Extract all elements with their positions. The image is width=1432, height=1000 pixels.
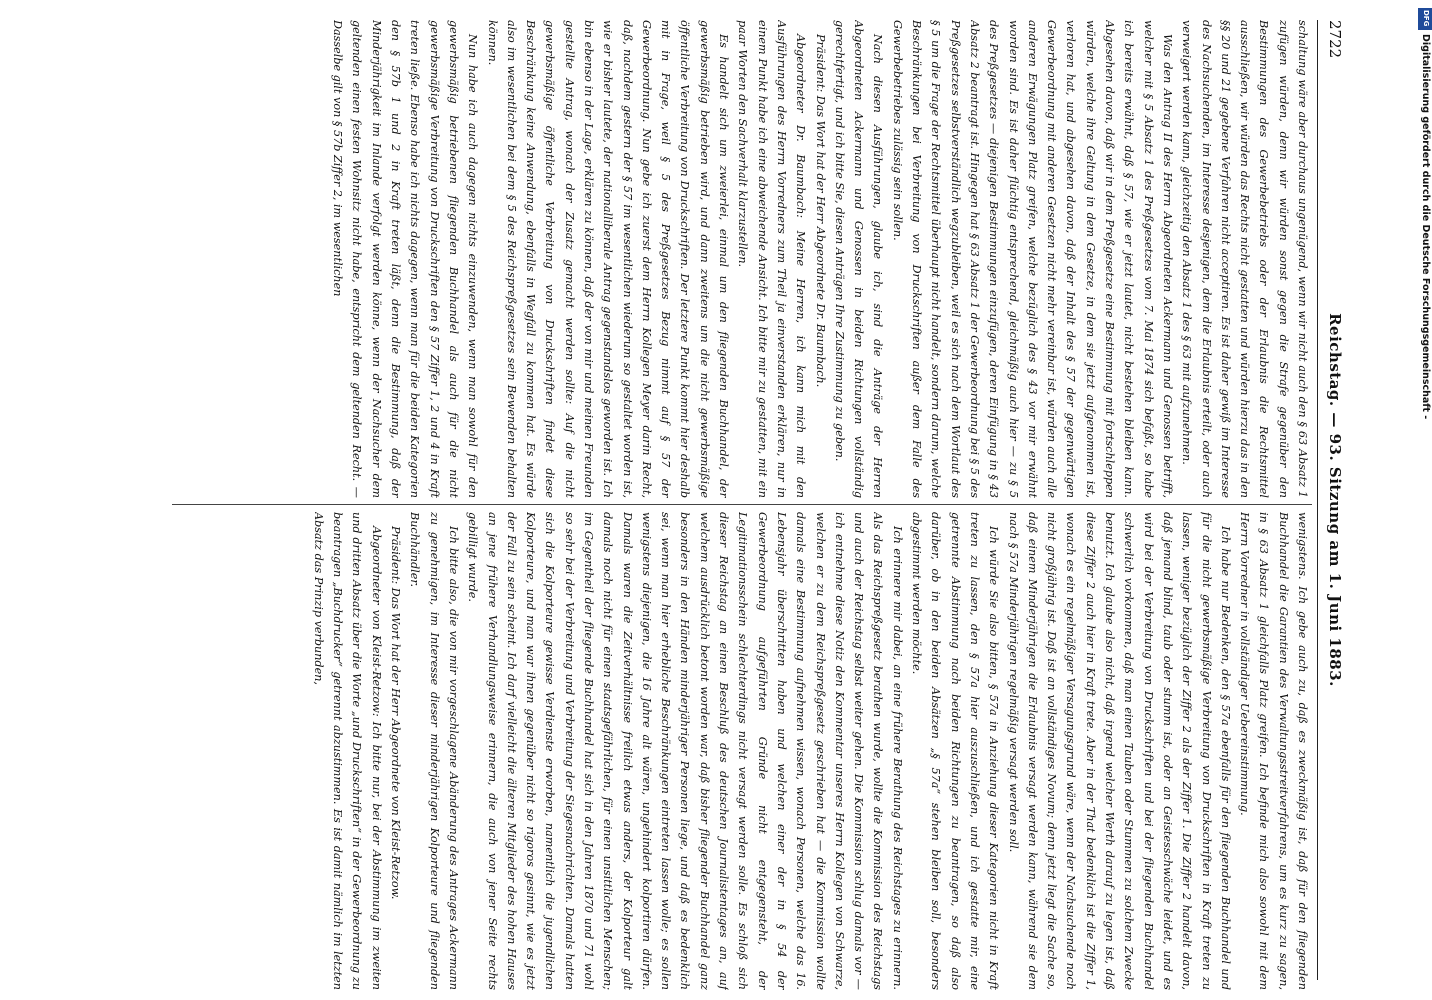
page-number: 2722 <box>1326 20 1344 59</box>
paragraph: Ich würde Sie also bitten, § 57a in Anziehung dieser Kategorien nicht in Kraft treten zu lassen, den § 57a hier auszuschließen, und ich gestatte mir, eine getrennte Abstimmung nach beiden Richtungen zu beantragen, so daß also darüber, ob in den beiden Absätzen „§ 57a“ stehen bleiben soll, besonders abgestimmt werden möchte. <box>910 512 1001 990</box>
paragraph: Was den Antrag II des Herrn Abgeordneten Ackermann und Genossen betrifft, welcher mit § 5 Absatz 1 des Preßgesetzes vom 7. Mai 1874 sich befaßt, so habe ich bereits erwähnt, daß § 57, wie er jetzt lautet, nicht bestehen bleiben kann. Abgesehen davon, daß wir in dem Preßgesetze eine Bestimmung mit fortschleppen würden, welche ihre Geltung in dem Gesetze, in dem sie jetzt aufgenommen ist, verloren hat, und abgesehen davon, daß der Inhalt des § 57 der gegenwärtigen Gewerbeordnung mit anderen Gesetzen nicht mehr vereinbar ist, würden auch alle anderen Erwägungen Platz greifen, welche bezüglich des § 43 vor mir erwähnt worden sind. Es ist daher flüchtig entsprechend, gleichmäßig auch hier — zu § 5 des Preßgesetzes — diejenigen Bestimmungen einzufügen, deren Einfügung in § 43 Absatz 2 beantragt ist. Hingegen hat § 63 Absatz 1 der Gewerbeordnung bei § 5 des Preßgesetzes selbstverständlich wegzubleiben, weil es sich nach dem Wortlaut des § 5 um die Frage der Rechtsmittel überhaupt nicht handelt, sondern darum, welche Beschränkungen bei Verbreitung von Druckschriften außer dem Falle des Gewerbebetriebes zulässig sein sollen. <box>890 20 1174 498</box>
paragraph: Ich bitte also, die von mir vorgeschlagene Abänderung des Antrages Ackermann zu genehmigen, im Interesse dieser minderjährigen Kolporteure und fliegenden Buchhändler. <box>408 512 460 990</box>
right-column <box>172 512 1312 990</box>
paragraph: wenigstens. Ich gebe auch zu, daß es zweckmäßig ist, daß für den fliegenden Buchhandel die Garantien des Verwaltungsstreitverfahrens, um es kurz zu sagen, in § 63 Absatz 1 gleichfalls Platz greifen. Ich befinde mich also sowohl mit dem Herrn Vorredner in vollständiger Uebereinstimmung. <box>1238 512 1309 990</box>
digitization-credit: Digitalisierung gefördert durch die Deutsche Forschungsgemeinschaft - <box>1420 34 1431 420</box>
paragraph: Nun habe ich auch dagegen nichts einzuwenden, wenn man sowohl für den gewerbsmäßig betriebenen fliegenden Buchhandel als auch für die nicht gewerbsmäßige Verbreitung von Druckschriften den § 57 Ziffer 1, 2 und 4 in Kraft treten ließe. Ebenso habe ich nichts dagegen, wenn man für die beiden Kategorien den § 57b 1 und 2 in Kraft treten läßt, denn die Bestimmung, daß der Minderjährigkeit im Inlande verfolgt werden könne, wenn der Nachsucher dem geltenden einen festen Wohnsitz nicht habe, entspricht dem geltenden Recht. — Dasselbe gilt von § 57b Ziffer 2, im wesentlichen <box>331 20 480 498</box>
paragraph: Präsident: Das Wort hat der Herr Abgeordnete Dr. Baumbach. <box>813 34 827 388</box>
dfg-logo-icon: DFG <box>1418 8 1432 30</box>
paragraph: schaltung wäre aber durchaus ungenügend, wenn wir nicht auch den § 63 Absatz 1 zufügen würden, denn wir würden sonst gegen die Strafe gegenüber den Bestimmungen des Gewerbebetriebs oder der Erlaubnis die Rechtsmittel ausschließen, wir würden das Rechts nicht gestatten und würden hierzu das in den §§ 20 und 21 gegebene Verfahren nicht acceptiren. Es ist daher gewiß im Interesse des Nachsuchenden, im Interesse desjenigen, dem die Erlaubnis erteilt, oder auch verweigert werden kann, gleichzeitig den Absatz 1 des § 63 mit aufzunehmen. <box>1180 20 1309 498</box>
paragraph: Abgeordneter Dr. Baumbach: Meine Herren, ich kann mich mit den Ausführungen des Herrn Vorredners zum Theil ja einverstanden erklären, nur in einem Punkt habe ich eine abweichende Ansicht. Ich bitte mir zu gestatten, mit ein paar Worten den Sachverhalt klarzustellen. <box>736 20 808 498</box>
paragraph: Es handelt sich um zweierlei, einmal um den fliegenden Buchhandel, der gewerbsmäßig betrieben wird, und dann zweitens um die nicht gewerbsmäßige öffentliche Verbreitung von Druckschriften. Der letztere Punkt kommt hier deshalb mit in Frage, weil § 5 des Preßgesetzes Bezug nimmt auf § 57 der Gewerbeordnung. Nun gebe ich zuerst dem Herrn Kollegen Meyer darin Recht, daß, nachdem gestern der § 57 im wesentlichen wiederum so gestaltet worden ist, wie er bisher lautete, der nationalliberale Antrag gegenstandslos geworden ist. Ich bin ebenso in der Lage, erklären zu können, daß der von mir und meinen Freunden gestellte Antrag, wonach der Zusatz gemacht werden sollte: Auf die nicht gewerbsmäßige öffentliche Verbreitung von Druckschriften findet diese Beschränkung keine Anwendung, ebenfalls in Wegfall zu kommen hat. Es würde also im wesentlichen bei dem § 5 des Reichspreßgesetzes sein Bewenden behalten können. <box>485 20 731 498</box>
running-head: Reichstag. — 93. Sitzung am 1. Juni 1883. <box>1326 313 1344 687</box>
digitization-credit-strip <box>1418 0 1432 1000</box>
paragraph: Abgeordneter von Kleist-Retzow: Ich bitte nur, bei der Abstimmung im zweiten und dritten Absatz über die Worte „und Druckschriften“ in der Gewerbeordnung zu beantragen „Buchdrucker“ getrennt abzustimmen. Es ist damit nämlich im letzten Absatz das Prinzip verbunden, <box>311 512 383 990</box>
left-column <box>172 20 1312 498</box>
paragraph: Präsident: Das Wort hat der Herr Abgeordnete von Kleist-Retzow. <box>389 526 403 900</box>
paragraph: Ich erinnere mir dabei, an eine frühere Berathung des Reichstages zu erinnern. Als das Reichspreßgesetz berathen wurde, wollte die Kommission des Reichstags und auch der Reichstag selbst weiter gehen. Die Kommission schlug damals vor — ich entnehme diese Notiz den Kommentar unseres Herrn Kollegen von Schwarze, welchen er zu dem Reichspreßgesetz geschrieben hat — die Kommission wollte damals eine Bestimmung aufnehmen wissen, wonach Personen, welche das 16. Lebensjahr überschritten haben und welchen einer der in § 54 der Gewerbeordnung aufgeführten Gründe nicht entgegensteht, der Legitimationsschein schlechterdings nicht versagt werden solle. Es schloß sich dieser Reichstag an einen Beschluß des deutschen Journalistentages an, auf welchem ausdrücklich betont worden war, daß bisher fliegender Buchhandel ganz besonders in den Händen minderjähriger Personen liege, und daß es bedenklich sei, wenn man hier erhebliche Beschränkungen eintreten lassen wolle; es sollen wenigstens diejenigen, die 16 Jahre alt wären, ungehindert kolportiren dürfen. Damals waren die Zeitverhältnisse freilich etwas anders, der Kolporteur galt damals noch nicht für einen staatsgefährlichen, für einen unsittlichen Menschen; im Gegentheil der fliegende Buchhandel hat sich in den Jahren 1870 und 71 wohl so sehr bei der Verbreitung und Verbreitung der Siegesnachrichten. Damals hatten sich die Kolporteure gewisse Verdienste erworben, namentlich die jugendlichen Kolporteure, und man war ihnen gegenüber nicht so rigoros gesinnt, wie es jetzt der Fall zu sein scheint. Ich darf vielleicht die älteren Mitglieder des hohen Hauses an jene frühere Verhandlungsweise erinnern, die auch von jener Seite rechts gebilligt wurde. <box>466 512 904 990</box>
column-divider <box>172 504 1312 505</box>
header-rule <box>1317 20 1318 980</box>
paragraph: Nach diesen Ausführungen, glaube ich, sind die Anträge der Herren Abgeordneten Ackermann und Genossen in beiden Richtungen vollständig gerechtfertigt, und ich bitte Sie, diesen Anträgen Ihre Zustimmung zu geben. <box>832 20 885 498</box>
paragraph: Ich habe nur Bedenken, den § 57a ebenfalls für den fliegenden Buchhandel und für die nicht gewerbsmäßige Verbreitung von Druckschriften in Kraft treten zu lassen, weniger bezüglich der Ziffer 2 als der Ziffer 1. Die Ziffer 2 handelt davon, daß jemand blind, taub oder stumm ist, oder an Geistesschwäche leidet, und es wird bei der Verbreitung von Druckschriften und bei der fliegenden Buchhandel schwerlich vorkommen, daß man einen Tauben oder Stummen zu solchem Zwecke benutzt. Ich glaube also nicht, daß irgend welcher Werth darauf zu legen ist, daß diese Ziffer 2 auch hier in Kraft trete. Aber in der That bedenklich ist die Ziffer 1, wonach es ein regelmäßiger Versagungsgrund wäre, wenn der Nachsuchende noch nicht großjährig ist. Daß ist an vollständiges Novum; denn jetzt liegt die Sache so, daß einem Minderjährigen die Erlaubnis versagt werden kann, während sie dem nach § 57a Minderjährigen regelmäßig versagt werden soll. <box>1006 512 1232 990</box>
page-header <box>1320 20 1354 980</box>
